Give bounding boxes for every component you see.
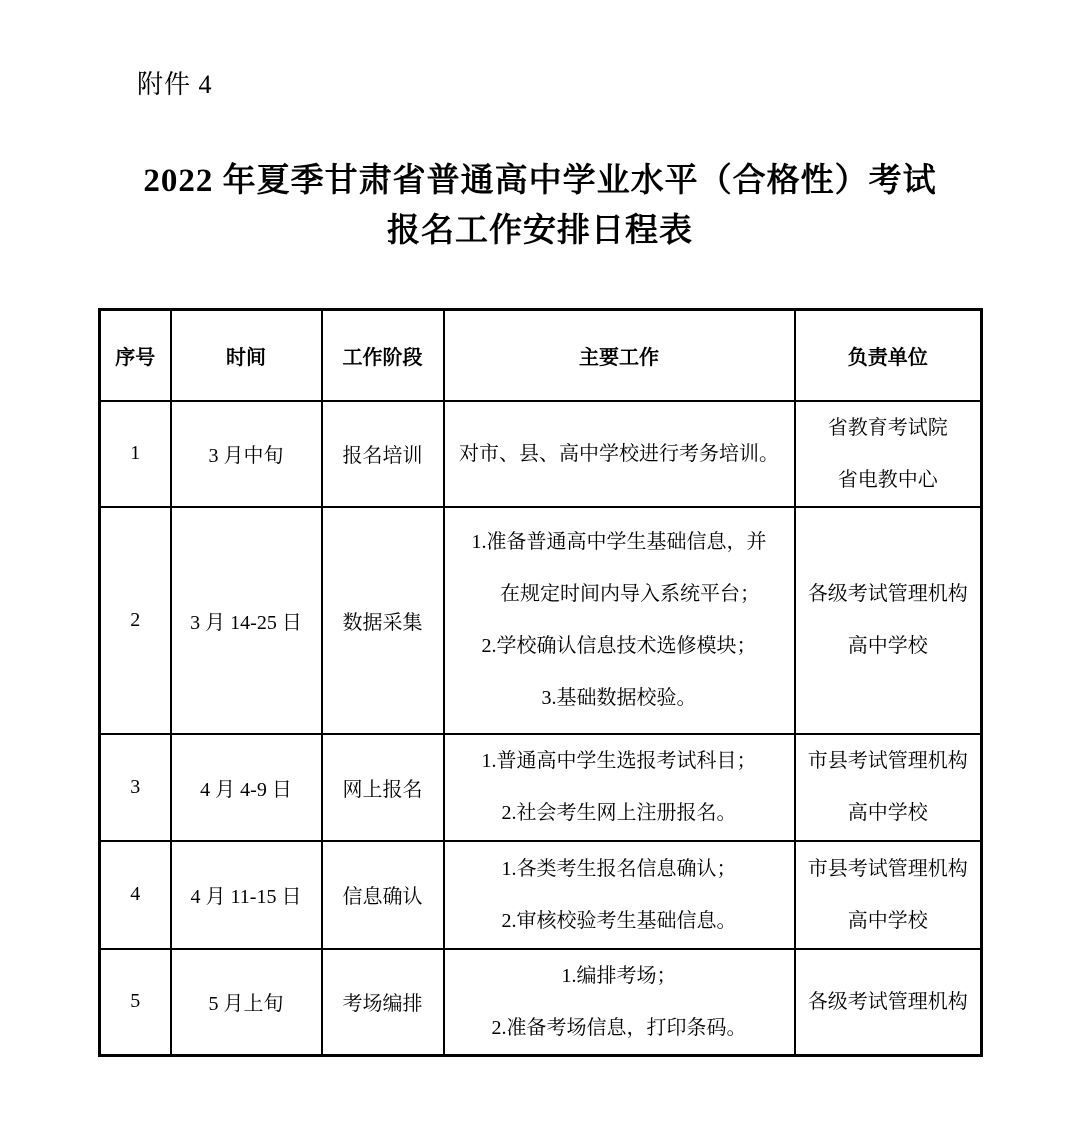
cell-work [444,949,795,1056]
cell-time: 3 月中旬 [171,401,322,507]
work-line: 3.基础数据校验。 [541,687,697,709]
cell-stage: 报名培训 [322,401,444,507]
cell-no: 3 [100,734,171,841]
cell-time: 4 月 4-9 日 [171,734,322,841]
cell-unit [795,734,982,841]
unit-line: 市县考试管理机构 [807,857,968,880]
header-cell: 时间 [171,310,322,401]
header-cell: 主要工作 [444,310,795,401]
table-row [100,949,982,1056]
work-line: 1.准备普通高中学生基础信息，并 [471,531,767,553]
table-row [100,401,982,507]
cell-unit [795,949,982,1056]
title-line-1: 2022 年夏季甘肃省普通高中学业水平（合格性）考试 [143,163,937,199]
unit-line: 市县考试管理机构 [807,750,968,772]
cell-no: 5 [100,949,171,1056]
cell-time: 4 月 11-15 日 [171,841,322,949]
unit-line: 高中学校 [847,909,928,932]
work-line: 1.各类考生报名信息确认； [501,857,737,880]
cell-time: 3 月 14-25 日 [171,507,322,734]
work-line: 2.审核校验考生基础信息。 [501,909,737,932]
cell-unit [795,401,982,507]
work-line: 在规定时间内导入系统平台； [500,583,760,605]
cell-unit [795,507,982,734]
cell-work [444,401,795,507]
unit-line: 各级考试管理机构 [807,583,968,605]
cell-stage: 网上报名 [322,734,444,841]
unit-line: 省电教中心 [837,468,938,491]
header-cell: 工作阶段 [322,310,444,401]
cell-no: 2 [100,507,171,734]
unit-line: 各级考试管理机构 [807,990,968,1013]
document-title [0,156,1080,256]
work-line: 1.普通高中学生选报考试科目； [481,750,757,772]
cell-stage: 数据采集 [322,507,444,734]
cell-no: 1 [100,401,171,507]
cell-stage: 信息确认 [322,841,444,949]
cell-work [444,734,795,841]
cell-no: 4 [100,841,171,949]
schedule-table [98,308,983,1057]
work-line: 2.社会考生网上注册报名。 [501,802,737,824]
table-row [100,734,982,841]
work-line: 1.编排考场； [561,964,677,987]
cell-work [444,841,795,949]
header-cell: 负责单位 [795,310,982,401]
cell-stage: 考场编排 [322,949,444,1056]
title-line-2: 报名工作安排日程表 [387,213,693,249]
header-cell: 序号 [100,310,171,401]
cell-work [444,507,795,734]
table-row [100,841,982,949]
unit-line: 高中学校 [847,635,928,657]
work-line: 2.学校确认信息技术选修模块； [481,635,757,657]
cell-time: 5 月上旬 [171,949,322,1056]
header-row [100,310,982,401]
unit-line: 省教育考试院 [827,416,948,439]
unit-line: 高中学校 [847,802,928,824]
work-line: 对市、县、高中学校进行考务培训。 [459,442,779,465]
table-row [100,507,982,734]
attachment-label: 附件 4 [137,70,213,99]
work-line: 2.准备考场信息，打印条码。 [491,1016,747,1039]
cell-unit [795,841,982,949]
